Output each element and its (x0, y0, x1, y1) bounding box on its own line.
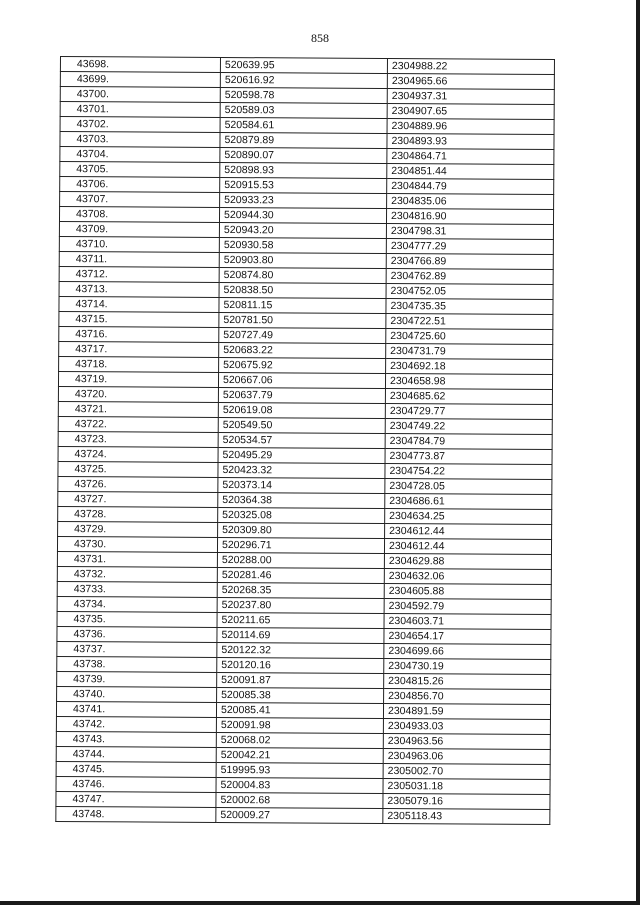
northing-cell: 2304692.18 (386, 358, 553, 374)
point-number-cell: 43737. (57, 641, 217, 657)
point-number-cell: 43741. (56, 701, 216, 717)
point-number-cell: 43707. (60, 192, 220, 208)
easting-cell: 520364.38 (218, 492, 385, 508)
northing-cell: 2305118.43 (383, 808, 550, 824)
point-number-cell: 43725. (58, 461, 218, 477)
point-number-cell: 43714. (59, 296, 219, 312)
northing-cell: 2304907.65 (387, 103, 554, 119)
easting-cell: 520373.14 (218, 477, 385, 493)
northing-cell: 2304685.62 (385, 388, 552, 404)
point-number-cell: 43703. (60, 132, 220, 148)
scan-edge-bottom (0, 901, 640, 905)
easting-cell: 520930.58 (219, 237, 386, 253)
northing-cell: 2304889.96 (387, 118, 554, 134)
northing-cell: 2304815.26 (384, 673, 551, 689)
northing-cell: 2304798.31 (386, 223, 553, 239)
point-number-cell: 43720. (58, 386, 218, 402)
easting-cell: 520002.68 (216, 792, 383, 808)
point-number-cell: 43747. (56, 791, 216, 807)
easting-cell: 520423.32 (218, 462, 385, 478)
easting-cell: 519995.93 (216, 762, 383, 778)
easting-cell: 520616.92 (220, 72, 387, 88)
easting-cell: 520281.46 (217, 567, 384, 583)
easting-cell: 520598.78 (220, 87, 387, 103)
northing-cell: 2304725.60 (386, 328, 553, 344)
easting-cell: 520874.80 (219, 267, 386, 283)
easting-cell: 520296.71 (217, 537, 384, 553)
easting-cell: 520898.93 (220, 162, 387, 178)
coordinate-table (55, 56, 555, 825)
point-number-cell: 43713. (59, 281, 219, 297)
northing-cell: 2304699.66 (384, 643, 551, 659)
point-number-cell: 43743. (56, 731, 216, 747)
point-number-cell: 43726. (58, 476, 218, 492)
point-number-cell: 43735. (57, 611, 217, 627)
scan-edge-right (636, 0, 640, 905)
point-number-cell: 43748. (56, 806, 216, 822)
easting-cell: 520838.50 (219, 282, 386, 298)
northing-cell: 2304729.77 (385, 403, 552, 419)
point-number-cell: 43721. (58, 401, 218, 417)
point-number-cell: 43698. (60, 57, 220, 73)
easting-cell: 520534.57 (218, 432, 385, 448)
easting-cell: 520495.29 (218, 447, 385, 463)
point-number-cell: 43717. (59, 341, 219, 357)
point-number-cell: 43712. (59, 266, 219, 282)
northing-cell: 2304851.44 (387, 163, 554, 179)
easting-cell: 520915.53 (220, 177, 387, 193)
northing-cell: 2304735.35 (386, 298, 553, 314)
northing-cell: 2304629.88 (384, 553, 551, 569)
page-number: 858 (311, 31, 329, 45)
point-number-cell: 43706. (60, 177, 220, 193)
easting-cell: 520944.30 (219, 207, 386, 223)
easting-cell: 520091.98 (216, 717, 383, 733)
northing-cell: 2304658.98 (385, 373, 552, 389)
northing-cell: 2304592.79 (384, 598, 551, 614)
easting-cell: 520091.87 (217, 672, 384, 688)
point-number-cell: 43746. (56, 776, 216, 792)
northing-cell: 2304777.29 (386, 238, 553, 254)
easting-cell: 520619.08 (218, 402, 385, 418)
easting-cell: 520042.21 (216, 747, 383, 763)
point-number-cell: 43736. (57, 626, 217, 642)
northing-cell: 2304766.89 (386, 253, 553, 269)
easting-cell: 520085.41 (216, 702, 383, 718)
point-number-cell: 43731. (57, 551, 217, 567)
point-number-cell: 43709. (59, 221, 219, 237)
point-number-cell: 43710. (59, 236, 219, 252)
northing-cell: 2304612.44 (385, 523, 552, 539)
northing-cell: 2304988.22 (387, 59, 554, 75)
northing-cell: 2304722.51 (386, 313, 553, 329)
point-number-cell: 43744. (56, 746, 216, 762)
northing-cell: 2304937.31 (387, 89, 554, 105)
northing-cell: 2304816.90 (386, 208, 553, 224)
easting-cell: 520549.50 (218, 417, 385, 433)
easting-cell: 520675.92 (219, 357, 386, 373)
northing-cell: 2304730.19 (384, 658, 551, 674)
point-number-cell: 43699. (60, 72, 220, 88)
northing-cell: 2304864.71 (387, 148, 554, 164)
easting-cell: 520637.79 (218, 387, 385, 403)
point-number-cell: 43724. (58, 446, 218, 462)
coordinate-table-body (56, 57, 555, 825)
northing-cell: 2304835.06 (387, 193, 554, 209)
table-row (56, 806, 550, 824)
easting-cell: 520683.22 (219, 342, 386, 358)
point-number-cell: 43732. (57, 566, 217, 582)
point-number-cell: 43700. (60, 87, 220, 103)
easting-cell: 520943.20 (219, 222, 386, 238)
easting-cell: 520120.16 (217, 657, 384, 673)
northing-cell: 2304632.06 (384, 568, 551, 584)
northing-cell: 2304686.61 (385, 493, 552, 509)
northing-cell: 2304654.17 (384, 628, 551, 644)
easting-cell: 520727.49 (219, 327, 386, 343)
point-number-cell: 43719. (58, 371, 218, 387)
point-number-cell: 43745. (56, 761, 216, 777)
northing-cell: 2304965.66 (387, 74, 554, 90)
point-number-cell: 43727. (58, 491, 218, 507)
easting-cell: 520879.89 (220, 132, 387, 148)
point-number-cell: 43740. (57, 686, 217, 702)
point-number-cell: 43718. (59, 356, 219, 372)
point-number-cell: 43729. (58, 521, 218, 537)
easting-cell: 520237.80 (217, 597, 384, 613)
point-number-cell: 43730. (57, 536, 217, 552)
point-number-cell: 43728. (58, 506, 218, 522)
easting-cell: 520122.32 (217, 642, 384, 658)
easting-cell: 520811.15 (219, 297, 386, 313)
easting-cell: 520584.61 (220, 117, 387, 133)
point-number-cell: 43711. (59, 251, 219, 267)
northing-cell: 2304844.79 (387, 178, 554, 194)
northing-cell: 2304891.59 (383, 703, 550, 719)
easting-cell: 520211.65 (217, 612, 384, 628)
northing-cell: 2304856.70 (384, 688, 551, 704)
northing-cell: 2305079.16 (383, 793, 550, 809)
northing-cell: 2305002.70 (383, 763, 550, 779)
northing-cell: 2304605.88 (384, 583, 551, 599)
northing-cell: 2304749.22 (385, 418, 552, 434)
easting-cell: 520085.38 (217, 687, 384, 703)
easting-cell: 520288.00 (217, 552, 384, 568)
northing-cell: 2304752.05 (386, 283, 553, 299)
northing-cell: 2304963.56 (383, 733, 550, 749)
point-number-cell: 43734. (57, 596, 217, 612)
northing-cell: 2304963.06 (383, 748, 550, 764)
easting-cell: 520268.35 (217, 582, 384, 598)
point-number-cell: 43733. (57, 581, 217, 597)
easting-cell: 520114.69 (217, 627, 384, 643)
easting-cell: 520309.80 (218, 522, 385, 538)
point-number-cell: 43704. (60, 147, 220, 163)
easting-cell: 520589.03 (220, 102, 387, 118)
northing-cell: 2304933.03 (383, 718, 550, 734)
easting-cell: 520068.02 (216, 732, 383, 748)
point-number-cell: 43705. (60, 162, 220, 178)
easting-cell: 520639.95 (220, 57, 387, 73)
easting-cell: 520933.23 (220, 192, 387, 208)
northing-cell: 2304731.79 (386, 343, 553, 359)
point-number-cell: 43742. (56, 716, 216, 732)
easting-cell: 520667.06 (218, 372, 385, 388)
easting-cell: 520004.83 (216, 777, 383, 793)
point-number-cell: 43701. (60, 102, 220, 118)
easting-cell: 520903.80 (219, 252, 386, 268)
northing-cell: 2304612.44 (384, 538, 551, 554)
point-number-cell: 43739. (57, 671, 217, 687)
northing-cell: 2304728.05 (385, 478, 552, 494)
northing-cell: 2305031.18 (383, 778, 550, 794)
point-number-cell: 43702. (60, 117, 220, 133)
northing-cell: 2304754.22 (385, 463, 552, 479)
point-number-cell: 43715. (59, 311, 219, 327)
easting-cell: 520890.07 (220, 147, 387, 163)
point-number-cell: 43738. (57, 656, 217, 672)
northing-cell: 2304773.87 (385, 448, 552, 464)
easting-cell: 520325.08 (218, 507, 385, 523)
point-number-cell: 43722. (58, 416, 218, 432)
easting-cell: 520009.27 (216, 807, 383, 823)
northing-cell: 2304784.79 (385, 433, 552, 449)
northing-cell: 2304603.71 (384, 613, 551, 629)
point-number-cell: 43708. (59, 207, 219, 223)
northing-cell: 2304893.93 (387, 133, 554, 149)
easting-cell: 520781.50 (219, 312, 386, 328)
northing-cell: 2304762.89 (386, 268, 553, 284)
point-number-cell: 43716. (59, 326, 219, 342)
northing-cell: 2304634.25 (385, 508, 552, 524)
point-number-cell: 43723. (58, 431, 218, 447)
